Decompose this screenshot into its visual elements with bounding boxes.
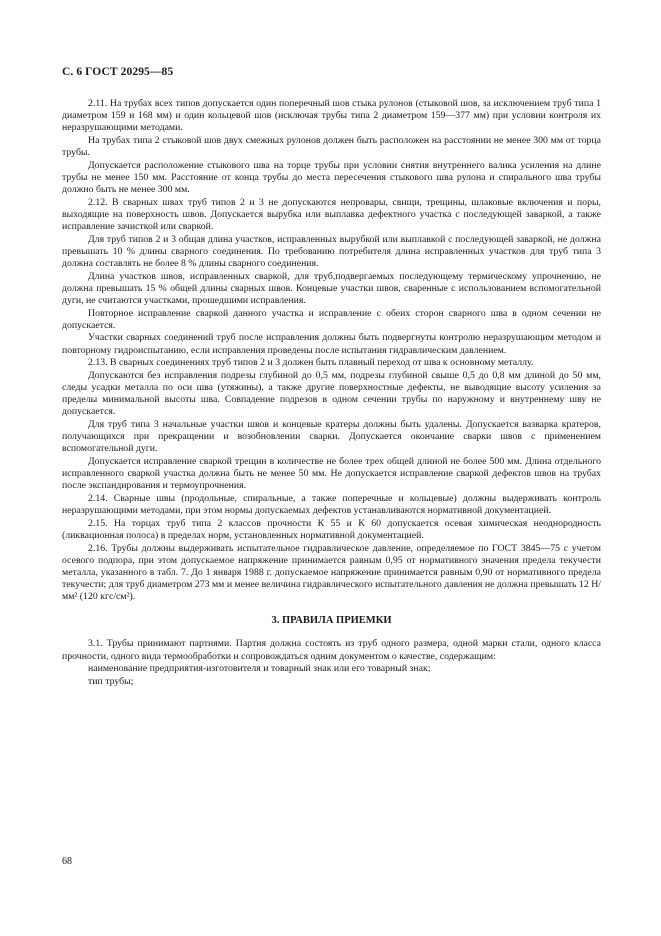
paragraph-2-15: 2.15. На торцах труб типа 2 классов прочности К 55 и К 60 допускается осевая химическая неоднородность (ликвационная полоса) в пределах норм, установленных нормативной документацией. [62,517,601,541]
paragraph: Повторное исправление сваркой данного участка и исправление с обеих сторон сварного шва в одном сечении не допускается. [62,307,601,331]
page-header: С. 6 ГОСТ 20295—85 [62,66,174,78]
paragraph: Для труб типа 3 начальные участки швов и концевые кратеры должны быть удалены. Допускается вазварка кратеров, получающихся при прекращении и возобновлении сварки. Допускается окончание сварки швов с применением вспомогательной дуги. [62,419,601,455]
paragraph: Допускается расположение стыкового шва на торце трубы при условии снятия внутреннего валика усиления на длине трубы не менее 150 мм. Расстояние от конца трубы до места пересечения стыкового шва рулона и спирального шва трубы должно быть не менее 300 мм. [62,159,601,196]
paragraph-2-11: 2.11. На трубах всех типов допускается один поперечный шов стыка рулонов (стыковой шов, за исключением труб типа 1 диаметром 159 и 168 мм) и один кольцевой шов (исключая трубы типа 2 диаметром 159—377 мм) при условии контроля их неразрушающими методами. [62,98,601,134]
paragraph-2-16: 2.16. Трубы должны выдерживать испытательное гидравлическое давление, определяемое по ГОСТ 3845—75 с учетом осевого подпора, при этом допускаемое напряжение принимается равным 0,95 от нормативного значения предела текучести металла, указанного в табл. 7. До 1 января 1988 г. допускаемое напряжение принимается равным 0,90 от нормативного предела текучести; для труб диаметром 273 мм и менее величина гидравлического испытательного давления не должна превышать 12 Н/мм² (120 кгс/см²). [62,542,601,603]
paragraph-3-1: 3.1. Трубы принимают партиями. Партия должна состоять из труб одного размера, одной марки стали, одного класса прочности, одного вида термообработки и сопровождаться одним документом о качестве, содержащим: [62,638,601,662]
document-body [62,98,601,689]
list-item: наименование предприятия-изготовителя и товарный знак или его товарный знак; [88,663,431,675]
paragraph-2-13: 2.13. В сварных соединениях труб типов 2 и 3 должен быть плавный переход от шва к основному металлу. [88,357,534,369]
paragraph: Для труб типов 2 и 3 общая длина участков, исправленных вырубкой или выплавкой с последующей заваркой, не должна превышать 10 % длины сварного соединения. По требованию потребителя длина исправленных участков для труб типа 3 должна составлять не более 8 % длины сварного соединения. [62,233,601,270]
paragraph: На трубах типа 2 стыковой шов двух смежных рулонов должен быть расположен на расстоянии не менее 300 мм от торца трубы. [62,134,601,159]
paragraph: Допускается исправление сваркой трещин в количестве не более трех общей длиной не более 500 мм. Длина отдельного исправленного сваркой участка должна быть не менее 50 мм. Не допускается исправление сваркой дефектов швов на трубах после экспандирования и термоупрочнения. [62,456,601,492]
list-item: тип трубы; [88,675,134,687]
paragraph-2-14: 2.14. Сварные швы (продольные, спиральные, а также поперечные и кольцевые) должны выдерживать контроль неразрушающими методами, при этом нормы допускаемых дефектов устанавливаются нормативной документацией. [62,493,601,517]
paragraph: Участки сварных соединений труб после исправления должны быть подвергнуты контролю неразрушающим методом и повторному гидроиспытанию, если исправления проведены после испытания гидравлическим давлением. [62,332,601,356]
paragraph-2-12: 2.12. В сварных швах труб типов 2 и 3 не допускаются непровары, свищи, трещины, шлаковые включения и поры, выходящие на поверхность швов. Допускается вырубка или выплавка дефектного участка с последующей заваркой, а также исправление зачисткой или сваркой. [62,196,601,233]
section-title: 3. ПРАВИЛА ПРИЕМКИ [271,615,392,627]
paragraph: Допускаются без исправления подрезы глубиной до 0,5 мм, подрезы глубиной свыше 0,5 до 0,8 мм длиной до 50 мм, следы усадки металла по оси шва (утяжины), а также другие поверхностные дефекты, не выводящие высоту усиления за пределы минимальной высоты шва. Совпадение подрезов в одном сечении трубы по наружному и внутреннему шву не допускается. [62,369,601,418]
page-number: 68 [62,856,72,867]
paragraph: Длина участков швов, исправленных сваркой, для труб,подвергаемых последующему термическому упрочнению, не должна превышать 15 % общей длины сварных швов. Концевые участки швов, сваренные с использованием вспомогательной дуги, не считаются участками, прошедшими исправления. [62,270,601,306]
